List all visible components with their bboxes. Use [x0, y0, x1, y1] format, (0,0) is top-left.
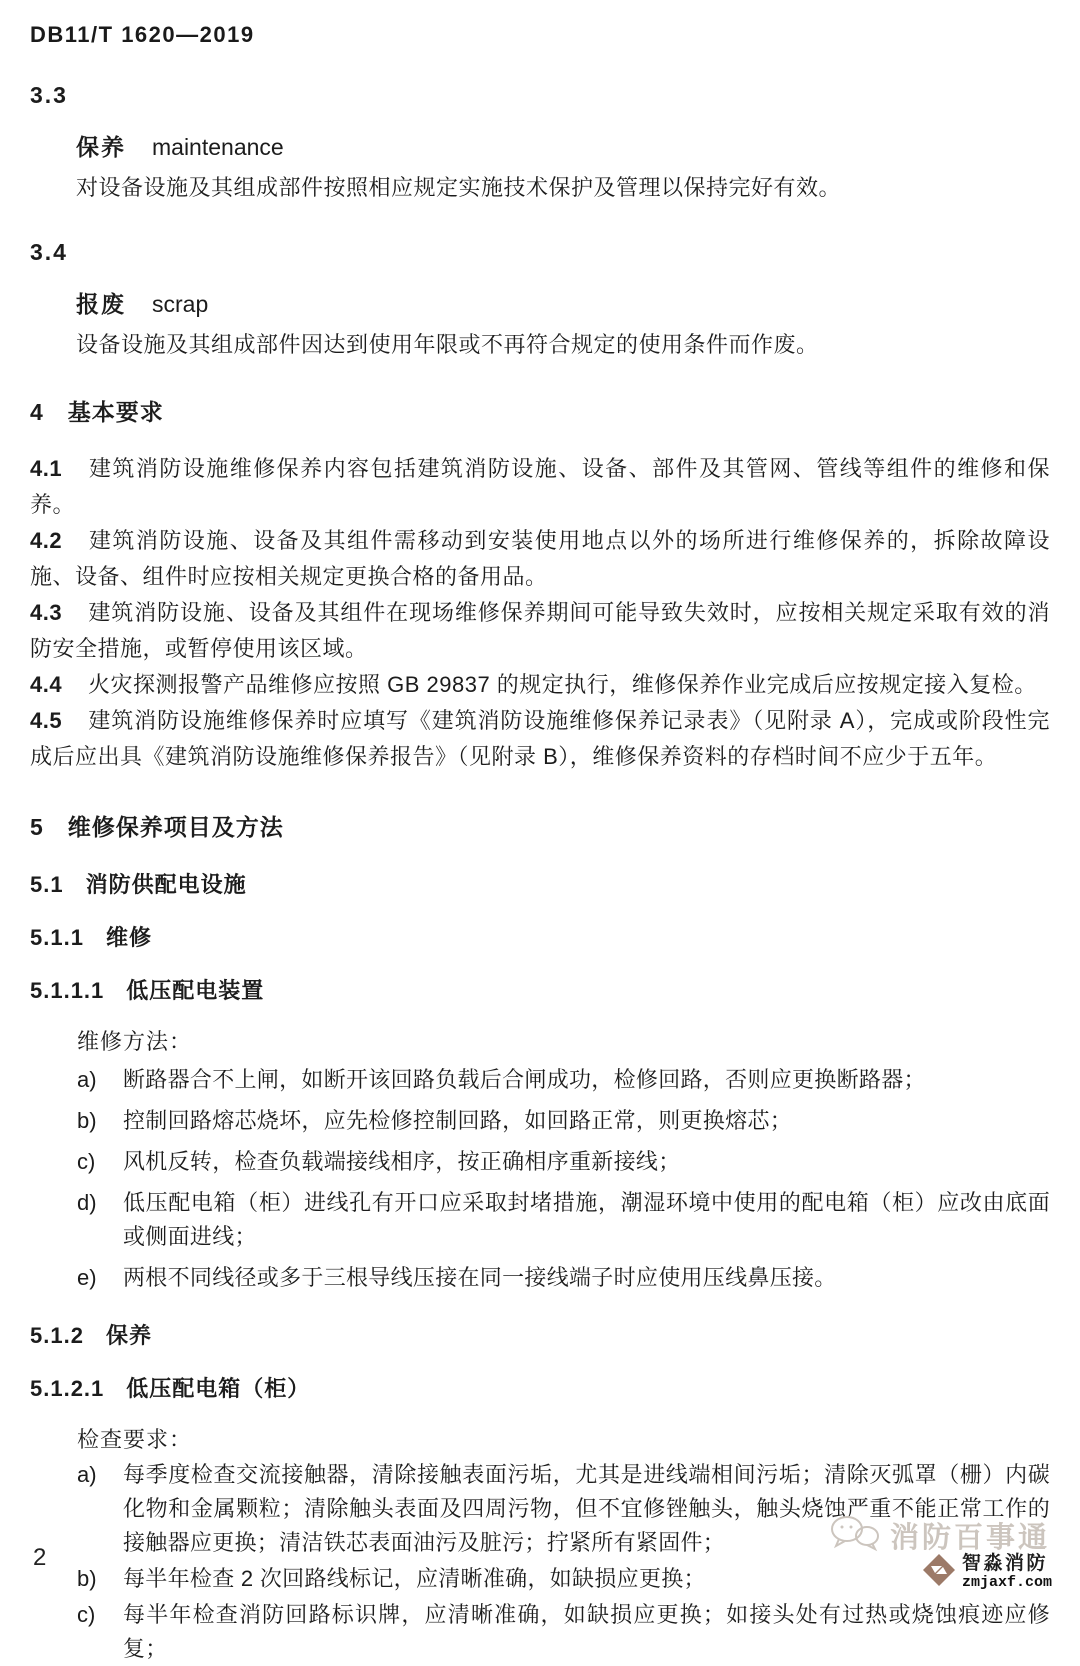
list-marker: a): [77, 1067, 97, 1092]
list-text: 低压配电箱（柜）进线孔有开口应采取封堵措施，潮湿环境中使用的配电箱（柜）应改由底面或侧面进线；: [123, 1190, 1050, 1249]
section-title: 维修保养项目及方法: [67, 814, 284, 840]
list-item: [30, 1104, 1050, 1138]
subsection-heading-5-1-2-1: [30, 1372, 1050, 1403]
term-name-en: scrap: [152, 291, 209, 317]
clause-4-4: [30, 667, 1050, 703]
list-item: [30, 1562, 1050, 1596]
clause-number: 4.5: [30, 708, 63, 733]
brand-text: [962, 1554, 1052, 1591]
subsection-heading-5-1-2: [30, 1319, 1050, 1350]
clause-list-4: [30, 451, 1050, 775]
watermark-text: 消防百事通: [889, 1522, 1050, 1554]
list-marker: a): [77, 1462, 97, 1487]
term-heading: [76, 129, 1050, 162]
subsection-title: 低压配电箱（柜）: [126, 1376, 311, 1401]
subsection-title: 消防供配电设施: [85, 872, 247, 897]
subsection-title: 低压配电装置: [126, 978, 265, 1003]
clause-number: 4.2: [30, 528, 63, 553]
list-text: 断路器合不上闸，如断开该回路负载后合闸成功，检修回路，否则应更换断路器；: [123, 1067, 926, 1092]
clause-text: 建筑消防设施、设备及其组件在现场维修保养期间可能导致失效时，应按相关规定采取有效的消防安全措施，或暂停使用该区域。: [30, 600, 1050, 661]
brand-name: 智淼消防: [961, 1553, 1048, 1575]
list-text: 每季度检查交流接触器，清除接触表面污垢，尤其是进线端相间污垢；清除灭弧罩（栅）内碳化物和金属颗粒；清除触头表面及四周污物，但不宜修锉触头，触头烧蚀严重不能正常工作的接触器应更换；清洁铁芯表面油污及脏污；拧紧所有紧固件；: [123, 1462, 1050, 1555]
clause-4-1: [30, 451, 1050, 523]
clause-4-5: [30, 703, 1050, 775]
watermark: [830, 1515, 1050, 1556]
section-number: 4: [30, 399, 44, 425]
list-text: 风机反转，检查负载端接线相序，按正确相序重新接线；: [123, 1149, 681, 1174]
list-item: [30, 1063, 1050, 1097]
term-name-cn: 保养: [76, 134, 126, 160]
brand-url: zmjaxf.com: [961, 1573, 1052, 1591]
list-marker: c): [77, 1602, 96, 1627]
subsection-number: 5.1.2.1: [30, 1376, 105, 1401]
clause-text: 建筑消防设施维修保养内容包括建筑消防设施、设备、部件及其管网、管线等组件的维修和保养。: [30, 456, 1050, 517]
subsection-number: 5.1.2: [30, 1323, 84, 1348]
subsection-number: 5.1.1.1: [30, 978, 105, 1003]
list-marker: d): [77, 1190, 97, 1215]
list-item: [30, 1598, 1050, 1666]
term-name-cn: 报废: [76, 291, 126, 317]
clause-4-3: [30, 595, 1050, 667]
list-text: 两根不同线径或多于三根导线压接在同一接线端子时应使用压线鼻压接。: [123, 1265, 837, 1290]
page-number: 2: [33, 1544, 47, 1571]
doc-code-header: DB11/T 1620—2019: [30, 22, 255, 47]
term-heading: [76, 286, 1050, 319]
clause-number: 4.3: [30, 600, 63, 625]
list-marker: c): [77, 1149, 96, 1174]
clause-number: 4.1: [30, 456, 63, 481]
brand-logo-block: [921, 1552, 1052, 1593]
repair-methods-list: [30, 1063, 1050, 1295]
subsection-heading-5-1-1-1: [30, 974, 1050, 1005]
clause-text: 建筑消防设施、设备及其组件需移动到安装使用地点以外的场所进行维修保养的，拆除故障设施、设备、组件时应按相关规定更换合格的备用品。: [30, 528, 1050, 589]
clause-number: 4.4: [30, 672, 63, 697]
list-marker: b): [77, 1566, 97, 1591]
subsection-number: 5.1: [30, 872, 64, 897]
diamond-logo-icon: [921, 1552, 957, 1593]
subsection-number: 5.1.1: [30, 925, 84, 950]
list-item: [30, 1145, 1050, 1179]
section-heading-4: [30, 394, 1050, 427]
list-marker: b): [77, 1108, 97, 1133]
subsection-title: 保养: [105, 1323, 152, 1348]
clause-4-2: [30, 523, 1050, 595]
term-definition: 设备设施及其组成部件因达到使用年限或不再符合规定的使用条件而作废。: [76, 332, 819, 357]
list-text: 每半年检查消防回路标识牌，应清晰准确，如缺损应更换；如接头处有过热或烧蚀痕迹应修复；: [123, 1602, 1050, 1661]
clause-number-3-4: 3.4: [30, 239, 68, 265]
term-name-en: maintenance: [152, 134, 284, 160]
repair-methods-label: 维修方法：: [77, 1029, 193, 1054]
clause-text: 火灾探测报警产品维修应按照 GB 29837 的规定执行，维修保养作业完成后应按规定接入复检。: [88, 672, 1037, 697]
section-heading-5: [30, 809, 1050, 842]
term-definition: 对设备设施及其组成部件按照相应规定实施技术保护及管理以保持完好有效。: [76, 175, 842, 200]
list-text: 每半年检查 2 次回路线标记，应清晰准确，如缺损应更换；: [123, 1566, 706, 1591]
list-marker: e): [77, 1265, 97, 1290]
check-requirements-list: [30, 1458, 1050, 1666]
clause-text: 建筑消防设施维修保养时应填写《建筑消防设施维修保养记录表》（见附录 A），完成或阶段性完成后应出具《建筑消防设施维修保养报告》（见附录 B），维修保养资料的存档时间不应少于五年。: [30, 708, 1050, 769]
check-requirements-label: 检查要求：: [77, 1427, 193, 1452]
section-title: 基本要求: [67, 399, 164, 425]
subsection-heading-5-1-1: [30, 921, 1050, 952]
subsection-title: 维修: [105, 925, 152, 950]
list-item: [30, 1186, 1050, 1254]
chat-bubbles-icon: [830, 1515, 880, 1556]
list-text: 控制回路熔芯烧坏，应先检修控制回路，如回路正常，则更换熔芯；: [123, 1108, 793, 1133]
subsection-heading-5-1: [30, 868, 1050, 899]
clause-number-3-3: 3.3: [30, 82, 68, 108]
list-item: [30, 1261, 1050, 1295]
section-number: 5: [30, 814, 44, 840]
